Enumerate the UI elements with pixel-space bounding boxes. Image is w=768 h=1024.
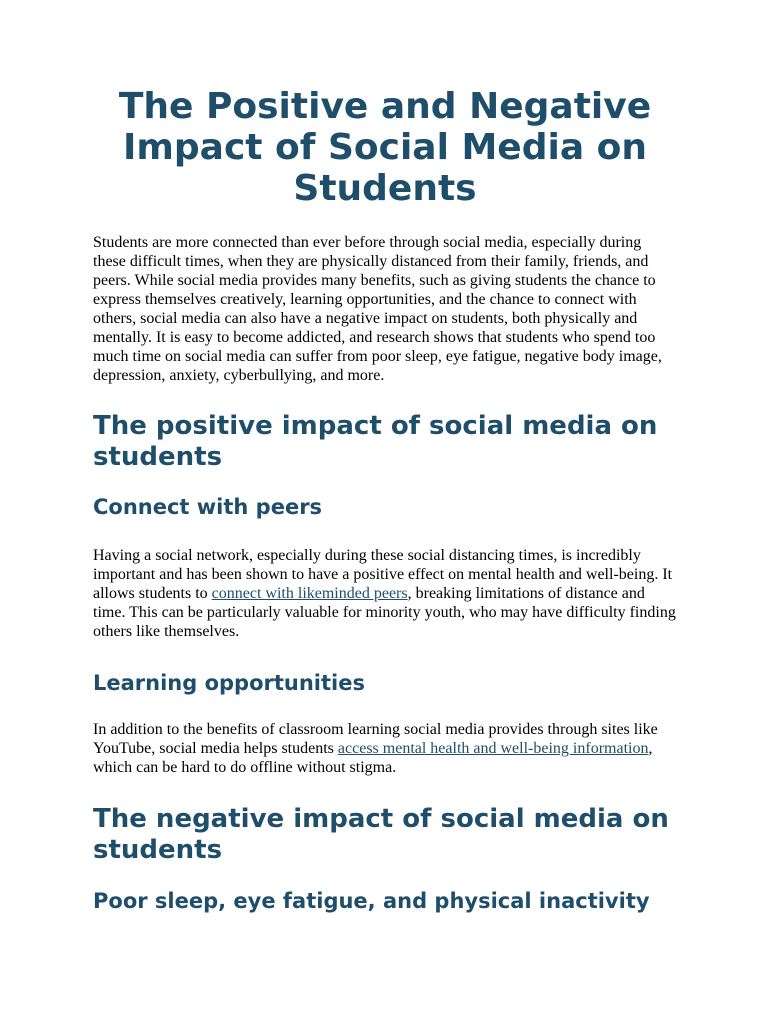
learning-opportunities-heading: Learning opportunities <box>93 671 365 695</box>
poor-sleep-heading: Poor sleep, eye fatigue, and physical inactivity <box>93 889 650 913</box>
connect-paragraph <box>93 546 677 641</box>
connect-with-peers-heading: Connect with peers <box>93 495 323 519</box>
connect-with-peers-link[interactable]: connect with likeminded peers <box>211 585 408 602</box>
mental-health-info-link[interactable]: access mental health and well-being information <box>337 740 649 757</box>
learning-text-after: , which can be hard to do offline without stigma. <box>93 740 653 776</box>
negative-impact-heading: The negative impact of social media on students <box>93 804 669 865</box>
intro-paragraph: Students are more connected than ever before through social media, especially during these difficult times, when they are physically distanced from their family, friends, and peers. While social media provides many benefits, such as giving students the chance to express themselves creatively, learning opportunities, and the chance to connect with others, social media can also have a negative impact on students, both physically and mentally. It is easy to become addicted, and research shows that students who spend too much time on social media can suffer from poor sleep, eye fatigue, negative body image, depression, anxiety, cyberbullying, and more. <box>93 234 662 384</box>
connect-text-after: , breaking limitations of distance and time. This can be particularly valuable for minority youth, who may have difficulty finding others like themselves. <box>93 585 676 640</box>
connect-text-before: Having a social network, especially during these social distancing times, is incredibly important and has been shown to have a positive effect on mental health and well-being. It allows students to <box>93 547 673 602</box>
document-page <box>93 86 677 914</box>
positive-impact-heading: The positive impact of social media on students <box>93 411 658 472</box>
learning-paragraph <box>93 720 677 777</box>
document-title: The Positive and Negative Impact of Social Media on Students <box>118 86 652 209</box>
learning-text-before: In addition to the benefits of classroom learning social media provides through sites like YouTube, social media helps students <box>93 721 658 757</box>
